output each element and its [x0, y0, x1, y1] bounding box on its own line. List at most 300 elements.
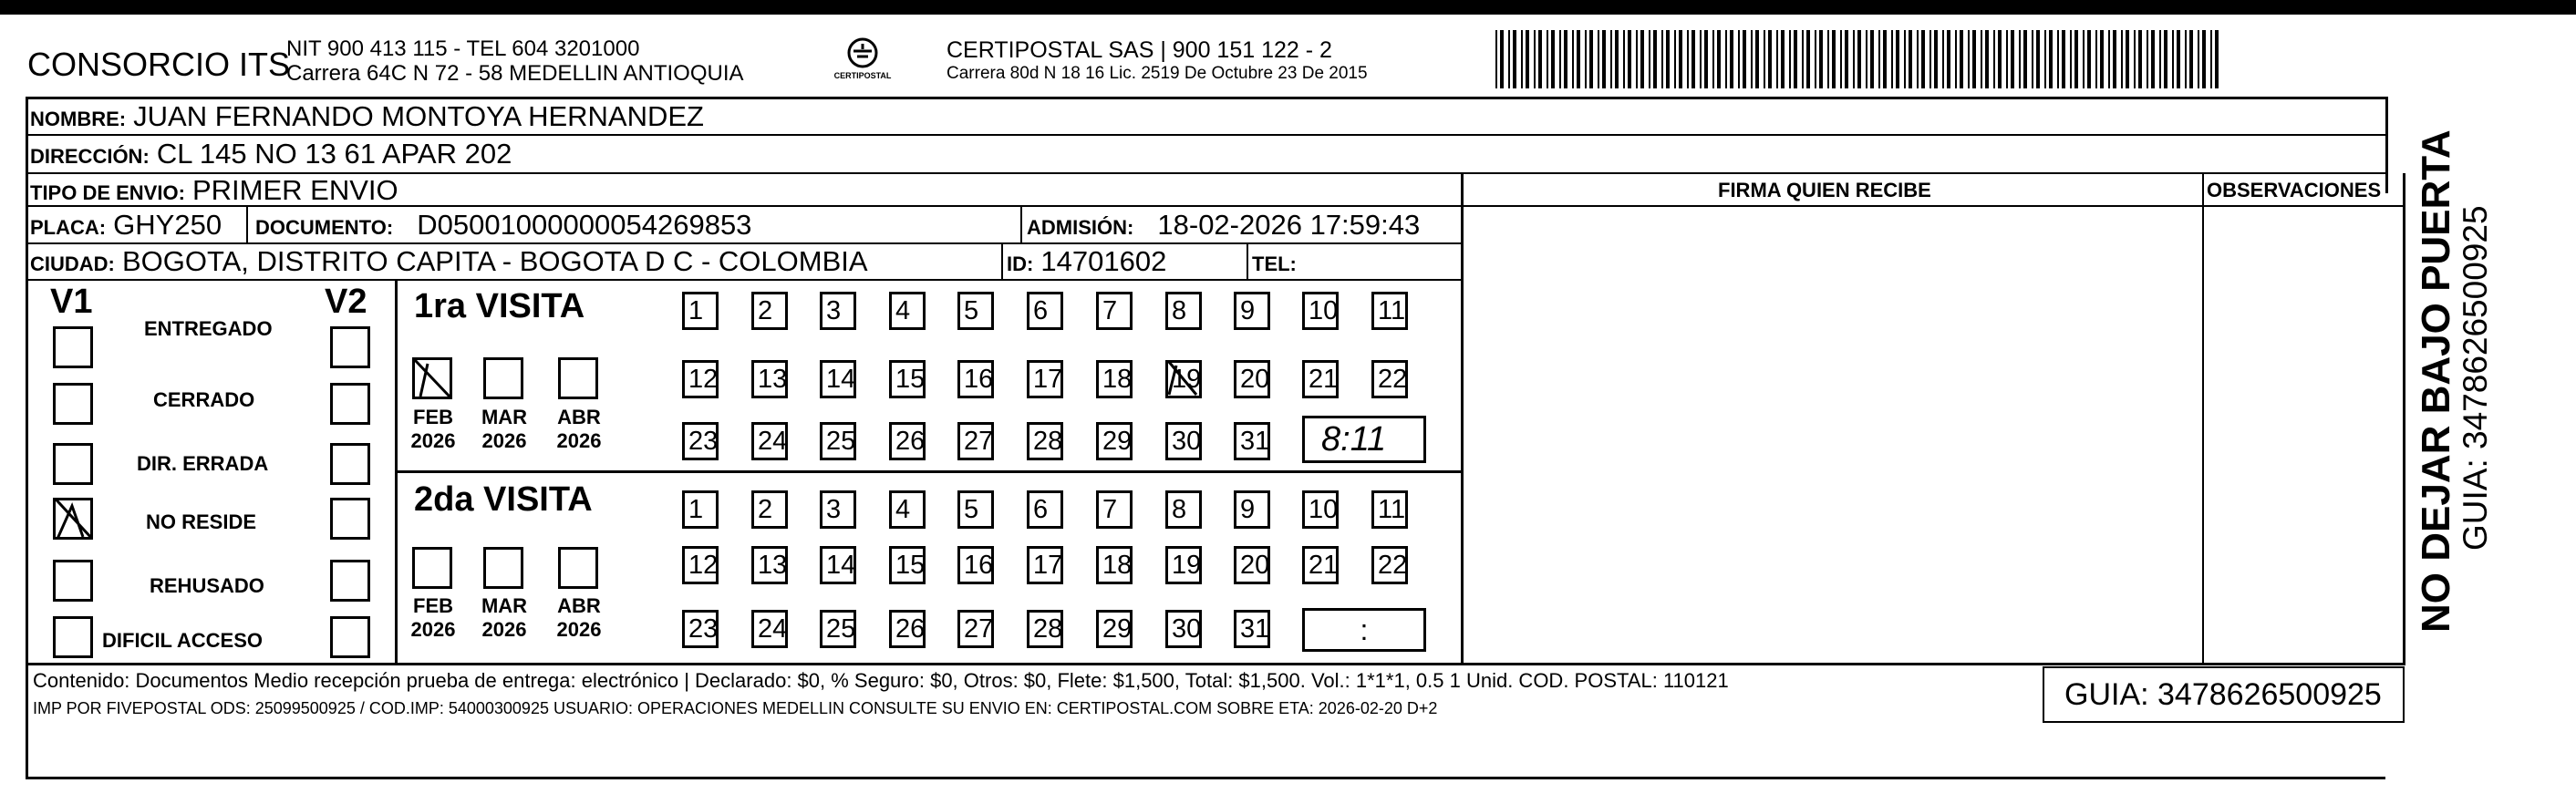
visita2-year-label: 2026 — [556, 618, 602, 641]
barcode-bar — [1725, 30, 1727, 88]
visita2-title: 2da VISITA — [414, 480, 593, 519]
visita1-day-24[interactable] — [751, 422, 788, 460]
day-number: 18 — [1102, 551, 1133, 580]
visita2-month-checkbox[interactable] — [483, 547, 523, 589]
day-number: 22 — [1378, 365, 1408, 394]
barcode-bar — [2151, 30, 2155, 88]
visita1-day-6[interactable] — [1027, 292, 1063, 330]
day-number: 28 — [1033, 614, 1063, 644]
form-top-border — [26, 97, 2385, 99]
barcode-bar — [1572, 30, 1574, 88]
visita2-day-9[interactable] — [1234, 490, 1270, 529]
day-number: 23 — [688, 614, 719, 644]
v1-checkbox[interactable] — [53, 498, 93, 540]
barcode-bar — [1551, 30, 1555, 88]
barcode-bar — [1917, 30, 1919, 88]
barcode-bar — [2147, 30, 2148, 88]
column-divider-obs — [2202, 172, 2204, 663]
ciudad-row — [30, 245, 868, 278]
visita2-day-11[interactable] — [1371, 490, 1408, 529]
direccion-label: DIRECCIÓN: — [30, 145, 150, 168]
visita2-day-2[interactable] — [751, 490, 788, 529]
barcode-bar — [2198, 30, 2199, 88]
visita2-month-label: MAR — [481, 594, 528, 617]
visita1-day-15[interactable] — [889, 360, 926, 398]
day-number: 24 — [758, 427, 788, 456]
nombre-row — [30, 100, 704, 133]
barcode-bar — [1896, 30, 1899, 88]
visita2-day-25[interactable] — [820, 610, 856, 648]
barcode-bar — [1794, 30, 1797, 88]
company-nit: NIT 900 413 115 - TEL 604 3201000 — [286, 36, 640, 61]
barcode-bar — [1679, 30, 1682, 88]
admision-value: 18-02-2026 17:59:43 — [1157, 209, 1421, 241]
barcode-bar — [1653, 30, 1657, 88]
placa-divider — [246, 206, 248, 242]
column-divider-firma — [1461, 172, 1464, 663]
row-line-1 — [26, 134, 2385, 136]
barcode-bar — [1870, 30, 1874, 88]
barcode-bar — [1840, 30, 1842, 88]
barcode-bar — [2100, 30, 2104, 88]
day-number: 21 — [1309, 365, 1339, 394]
logo-caption: CERTIPOSTAL — [833, 71, 892, 80]
day-number: 29 — [1102, 614, 1133, 644]
barcode-bar — [2138, 30, 2142, 88]
barcode-bar — [1500, 30, 1504, 88]
visita1-day-30[interactable] — [1165, 422, 1202, 460]
barcode-bar — [1909, 30, 1912, 88]
visita2-day-1[interactable] — [682, 490, 719, 529]
visita2-day-22[interactable] — [1371, 546, 1408, 584]
barcode-bar — [1934, 30, 1938, 88]
day-number: 4 — [895, 296, 911, 325]
status-label: DIFICIL ACCESO — [102, 629, 264, 652]
visita2-day-26[interactable] — [889, 610, 926, 648]
visita2-year-label: 2026 — [481, 618, 527, 641]
observaciones-header: OBSERVACIONES — [2207, 179, 2382, 201]
day-number: 14 — [826, 551, 856, 580]
visita2-year-label: 2026 — [410, 618, 456, 641]
no-dejar-bajo-puerta: NO DEJAR BAJO PUERTA — [2414, 129, 2458, 633]
visita1-title: 1ra VISITA — [414, 287, 585, 325]
barcode-bar — [2172, 30, 2174, 88]
tel-label: TEL: — [1252, 253, 1297, 275]
barcode-bar — [1942, 30, 1944, 88]
visita2-day-8[interactable] — [1165, 490, 1202, 529]
barcode-bar — [1904, 30, 1906, 88]
barcode-bar — [1513, 30, 1516, 88]
visita2-day-4[interactable] — [889, 490, 926, 529]
barcode-bar — [1815, 30, 1816, 88]
barcode-bar — [1628, 30, 1631, 88]
day-number: 9 — [1240, 296, 1256, 325]
day-number: 12 — [688, 551, 719, 580]
visita2-day-3[interactable] — [820, 490, 856, 529]
visita2-day-20[interactable] — [1234, 546, 1270, 584]
day-number: 7 — [1102, 296, 1118, 325]
visita2-day-12[interactable] — [682, 546, 719, 584]
barcode-bar — [1998, 30, 2002, 88]
barcode-bar — [2202, 30, 2206, 88]
v2-checkbox[interactable] — [330, 326, 370, 368]
tel-divider — [1247, 243, 1248, 280]
barcode-bar — [1845, 30, 1848, 88]
day-number: 3 — [826, 296, 842, 325]
placa-value: GHY250 — [113, 209, 222, 241]
day-number: 19 — [1172, 551, 1202, 580]
barcode-bar — [1712, 30, 1714, 88]
id-divider — [1001, 243, 1003, 280]
visita1-day-31[interactable] — [1234, 422, 1270, 460]
barcode-bar — [1691, 30, 1695, 88]
visita1-day-27[interactable] — [957, 422, 994, 460]
status-label: NO RESIDE — [146, 510, 257, 533]
barcode-bar — [1534, 30, 1536, 88]
barcode-bar — [1564, 30, 1567, 88]
visita2-day-18[interactable] — [1096, 546, 1133, 584]
visita1-day-29[interactable] — [1096, 422, 1133, 460]
barcode-bar — [1640, 30, 1644, 88]
v2-checkbox[interactable] — [330, 443, 370, 485]
day-number: 30 — [1172, 427, 1202, 456]
barcode-bar — [2083, 30, 2085, 88]
barcode-bar — [2108, 30, 2110, 88]
side-guia: GUIA: 3478626500925 — [2457, 205, 2494, 551]
visita2-day-13[interactable] — [751, 546, 788, 584]
barcode-bar — [1883, 30, 1887, 88]
barcode-bar — [1577, 30, 1580, 88]
day-number: 1 — [688, 296, 704, 325]
certipostal-logo — [826, 35, 899, 88]
day-number: 17 — [1033, 365, 1063, 394]
day-number: 11 — [1378, 296, 1406, 325]
barcode-bar — [2011, 30, 2014, 88]
company-name: CONSORCIO ITS — [27, 46, 291, 83]
row-line-3b — [1463, 205, 2405, 207]
barcode-bar — [2095, 30, 2097, 88]
day-number: 26 — [895, 427, 926, 456]
visita2-month-checkbox[interactable] — [412, 547, 452, 589]
barcode-bar — [1751, 30, 1753, 88]
day-number: 10 — [1309, 495, 1339, 524]
day-number: 18 — [1102, 365, 1133, 394]
form-bottom-border — [26, 777, 2385, 779]
barcode-bar — [1585, 30, 1587, 88]
barcode-bar — [1921, 30, 1925, 88]
visita2-day-23[interactable] — [682, 610, 719, 648]
day-number: 7 — [1102, 495, 1118, 524]
visita2-time: : — [1360, 613, 1369, 646]
check-mark-icon — [1165, 360, 1202, 398]
day-number: 15 — [895, 365, 926, 394]
visita1-year-label: 2026 — [410, 429, 456, 452]
visita2-time-box[interactable] — [1302, 608, 1426, 652]
day-number: 8 — [1172, 495, 1187, 524]
barcode-bar — [2185, 30, 2187, 88]
barcode-bar — [1853, 30, 1855, 88]
visita1-day-11[interactable] — [1371, 292, 1408, 330]
visita2-day-14[interactable] — [820, 546, 856, 584]
id-row — [1007, 245, 1166, 278]
day-number: 3 — [826, 495, 842, 524]
visita1-day-20[interactable] — [1234, 360, 1270, 398]
barcode-bar — [2177, 30, 2180, 88]
visita2-day-28[interactable] — [1027, 610, 1063, 648]
footer-guia-box — [2043, 666, 2405, 723]
visita1-day-7[interactable] — [1096, 292, 1133, 330]
barcode-bar — [1623, 30, 1625, 88]
footer-guia: GUIA: 3478626500925 — [2064, 677, 2382, 712]
barcode-bar — [1981, 30, 1982, 88]
visita1-day-25[interactable] — [820, 422, 856, 460]
barcode-bar — [1993, 30, 1995, 88]
day-number: 19 — [1172, 365, 1202, 394]
day-number: 16 — [964, 551, 994, 580]
barcode-bar — [1866, 30, 1867, 88]
barcode-bar — [1929, 30, 1931, 88]
day-number: 1 — [688, 495, 704, 524]
barcode-bar — [2070, 30, 2072, 88]
visita1-year-label: 2026 — [481, 429, 527, 452]
v2-checkbox[interactable] — [330, 383, 370, 425]
barcode-bar — [2036, 30, 2040, 88]
day-number: 25 — [826, 614, 856, 644]
barcode-bar — [1636, 30, 1638, 88]
barcode-bar — [1589, 30, 1593, 88]
visita1-day-4[interactable] — [889, 292, 926, 330]
documento-row — [255, 209, 751, 242]
day-number: 13 — [758, 365, 788, 394]
barcode-bar — [1776, 30, 1778, 88]
barcode-bar — [2057, 30, 2059, 88]
day-number: 10 — [1309, 296, 1339, 325]
barcode-bar — [1768, 30, 1772, 88]
day-number: 23 — [688, 427, 719, 456]
barcode-bar — [2049, 30, 2053, 88]
barcode — [1495, 30, 2225, 88]
barcode-bar — [1730, 30, 1733, 88]
form-right-border — [2385, 97, 2388, 193]
barcode-bar — [1891, 30, 1893, 88]
form-left-border — [26, 97, 28, 778]
check-mark-icon — [56, 500, 92, 539]
visita1-month-checkbox[interactable] — [412, 357, 452, 399]
barcode-bar — [2006, 30, 2008, 88]
day-number: 24 — [758, 614, 788, 644]
footer-top-line — [26, 663, 2405, 665]
v1-checkbox[interactable] — [53, 326, 93, 368]
direccion-value: CL 145 NO 13 61 APAR 202 — [156, 138, 512, 170]
day-number: 5 — [964, 296, 979, 325]
barcode-bar — [2126, 30, 2129, 88]
day-number: 25 — [826, 427, 856, 456]
visita1-month-label: MAR — [481, 406, 528, 428]
v2-checkbox[interactable] — [330, 498, 370, 540]
visita1-day-1[interactable] — [682, 292, 719, 330]
visita2-day-21[interactable] — [1302, 546, 1339, 584]
visita1-day-18[interactable] — [1096, 360, 1133, 398]
barcode-bar — [1649, 30, 1650, 88]
form-right-border-lower — [2403, 173, 2405, 664]
v2-heading: V2 — [325, 283, 367, 321]
visita1-day-19[interactable] — [1165, 360, 1202, 398]
visita1-day-28[interactable] — [1027, 422, 1063, 460]
day-number: 15 — [895, 551, 926, 580]
barcode-bar — [2210, 30, 2212, 88]
tipo-value: PRIMER ENVIO — [191, 174, 398, 206]
visita1-day-17[interactable] — [1027, 360, 1063, 398]
placa-label: PLACA: — [30, 216, 107, 239]
barcode-bar — [1615, 30, 1619, 88]
tel-row — [1252, 245, 1297, 278]
ciudad-label: CIUDAD: — [30, 253, 115, 275]
barcode-bar — [1538, 30, 1542, 88]
visita1-month-checkbox[interactable] — [558, 357, 598, 399]
placa-row — [30, 209, 222, 242]
visita1-time-box[interactable] — [1302, 416, 1426, 463]
tipo-label: TIPO DE ENVIO: — [30, 181, 185, 204]
barcode-bar — [1547, 30, 1548, 88]
visita1-day-12[interactable] — [682, 360, 719, 398]
barcode-bar — [2164, 30, 2167, 88]
barcode-bar — [1802, 30, 1804, 88]
barcode-bar — [1661, 30, 1663, 88]
visita2-day-30[interactable] — [1165, 610, 1202, 648]
visita1-day-3[interactable] — [820, 292, 856, 330]
documento-value: D05001000000054269853 — [417, 209, 752, 241]
v1-checkbox[interactable] — [53, 383, 93, 425]
barcode-bar — [1495, 30, 1497, 88]
day-number: 9 — [1240, 495, 1256, 524]
admision-row — [1027, 209, 1420, 242]
visita2-day-15[interactable] — [889, 546, 926, 584]
visita1-month-label: ABR — [557, 406, 601, 428]
visita1-day-16[interactable] — [957, 360, 994, 398]
barcode-bar — [2044, 30, 2046, 88]
visita2-day-16[interactable] — [957, 546, 994, 584]
barcode-bar — [1781, 30, 1785, 88]
status-label: DIR. ERRADA — [137, 452, 269, 475]
footer-contenido: Contenido: Documentos Medio recepción prueba de entrega: electrónico | Declarado: $0, % Seguro: $0, Otros: $0, Flete: $1,500, Total: $1,500. Vol.: 1*1*1, 0.5 1 Unid. COD. POSTAL: 110121 — [33, 669, 1729, 692]
day-number: 26 — [895, 614, 926, 644]
barcode-bar — [1687, 30, 1689, 88]
barcode-bar — [1526, 30, 1529, 88]
visita1-day-14[interactable] — [820, 360, 856, 398]
visita1-day-26[interactable] — [889, 422, 926, 460]
barcode-bar — [1610, 30, 1612, 88]
barcode-bar — [1704, 30, 1708, 88]
visita2-month-label: FEB — [413, 594, 453, 617]
visita2-day-19[interactable] — [1165, 546, 1202, 584]
barcode-bar — [1666, 30, 1670, 88]
v2-checkbox[interactable] — [330, 560, 370, 602]
v1-checkbox[interactable] — [53, 616, 93, 658]
visita2-day-17[interactable] — [1027, 546, 1063, 584]
check-mark-icon — [415, 360, 451, 398]
barcode-bar — [1819, 30, 1823, 88]
visita2-day-10[interactable] — [1302, 490, 1339, 529]
visita2-day-5[interactable] — [957, 490, 994, 529]
visita1-day-22[interactable] — [1371, 360, 1408, 398]
barcode-bar — [1508, 30, 1510, 88]
barcode-bar — [1968, 30, 1970, 88]
id-value: 14701602 — [1040, 245, 1167, 277]
day-number: 31 — [1240, 614, 1270, 644]
barcode-bar — [2087, 30, 2091, 88]
visita1-day-9[interactable] — [1234, 292, 1270, 330]
visita1-day-2[interactable] — [751, 292, 788, 330]
status-label: REHUSADO — [150, 574, 264, 597]
day-number: 13 — [758, 551, 788, 580]
firma-header: FIRMA QUIEN RECIBE — [1718, 179, 1931, 201]
day-number: 8 — [1172, 296, 1187, 325]
barcode-bar — [2121, 30, 2123, 88]
barcode-bar — [1755, 30, 1759, 88]
ciudad-value: BOGOTA, DISTRITO CAPITA - BOGOTA D C - COLOMBIA — [121, 245, 868, 277]
barcode-bar — [1827, 30, 1829, 88]
visita2-month-label: ABR — [557, 594, 601, 617]
visita1-day-21[interactable] — [1302, 360, 1339, 398]
v2-checkbox[interactable] — [330, 616, 370, 658]
visita1-month-checkbox[interactable] — [483, 357, 523, 399]
visita2-day-6[interactable] — [1027, 490, 1063, 529]
visita1-day-10[interactable] — [1302, 292, 1339, 330]
barcode-bar — [2113, 30, 2116, 88]
barcode-bar — [1789, 30, 1791, 88]
visita1-day-23[interactable] — [682, 422, 719, 460]
visita1-day-13[interactable] — [751, 360, 788, 398]
day-number: 11 — [1378, 495, 1406, 524]
visita2-month-checkbox[interactable] — [558, 547, 598, 589]
admision-label: ADMISIÓN: — [1027, 216, 1134, 239]
barcode-bar — [1559, 30, 1561, 88]
visita2-day-27[interactable] — [957, 610, 994, 648]
v1-checkbox[interactable] — [53, 443, 93, 485]
visita1-year-label: 2026 — [556, 429, 602, 452]
barcode-bar — [1832, 30, 1836, 88]
id-label: ID: — [1007, 253, 1034, 275]
barcode-bar — [2019, 30, 2021, 88]
day-number: 5 — [964, 495, 979, 524]
barcode-bar — [1598, 30, 1599, 88]
day-number: 21 — [1309, 551, 1339, 580]
barcode-bar — [2062, 30, 2065, 88]
day-number: 12 — [688, 365, 719, 394]
barcode-bar — [1602, 30, 1606, 88]
tipo-row — [30, 174, 398, 207]
day-number: 2 — [758, 296, 773, 325]
visita2-day-24[interactable] — [751, 610, 788, 648]
day-number: 27 — [964, 427, 994, 456]
company-address: Carrera 64C N 72 - 58 MEDELLIN ANTIOQUIA — [286, 61, 744, 86]
visit-divider — [398, 470, 1461, 473]
visita1-day-8[interactable] — [1165, 292, 1202, 330]
visita2-day-7[interactable] — [1096, 490, 1133, 529]
day-number: 14 — [826, 365, 856, 394]
barcode-bar — [1674, 30, 1676, 88]
visita2-day-29[interactable] — [1096, 610, 1133, 648]
day-number: 4 — [895, 495, 911, 524]
day-number: 20 — [1240, 551, 1270, 580]
visita1-day-5[interactable] — [957, 292, 994, 330]
barcode-bar — [1764, 30, 1765, 88]
v1-checkbox[interactable] — [53, 560, 93, 602]
barcode-bar — [2023, 30, 2027, 88]
visita2-day-31[interactable] — [1234, 610, 1270, 648]
direccion-row — [30, 138, 512, 170]
barcode-bar — [2159, 30, 2161, 88]
